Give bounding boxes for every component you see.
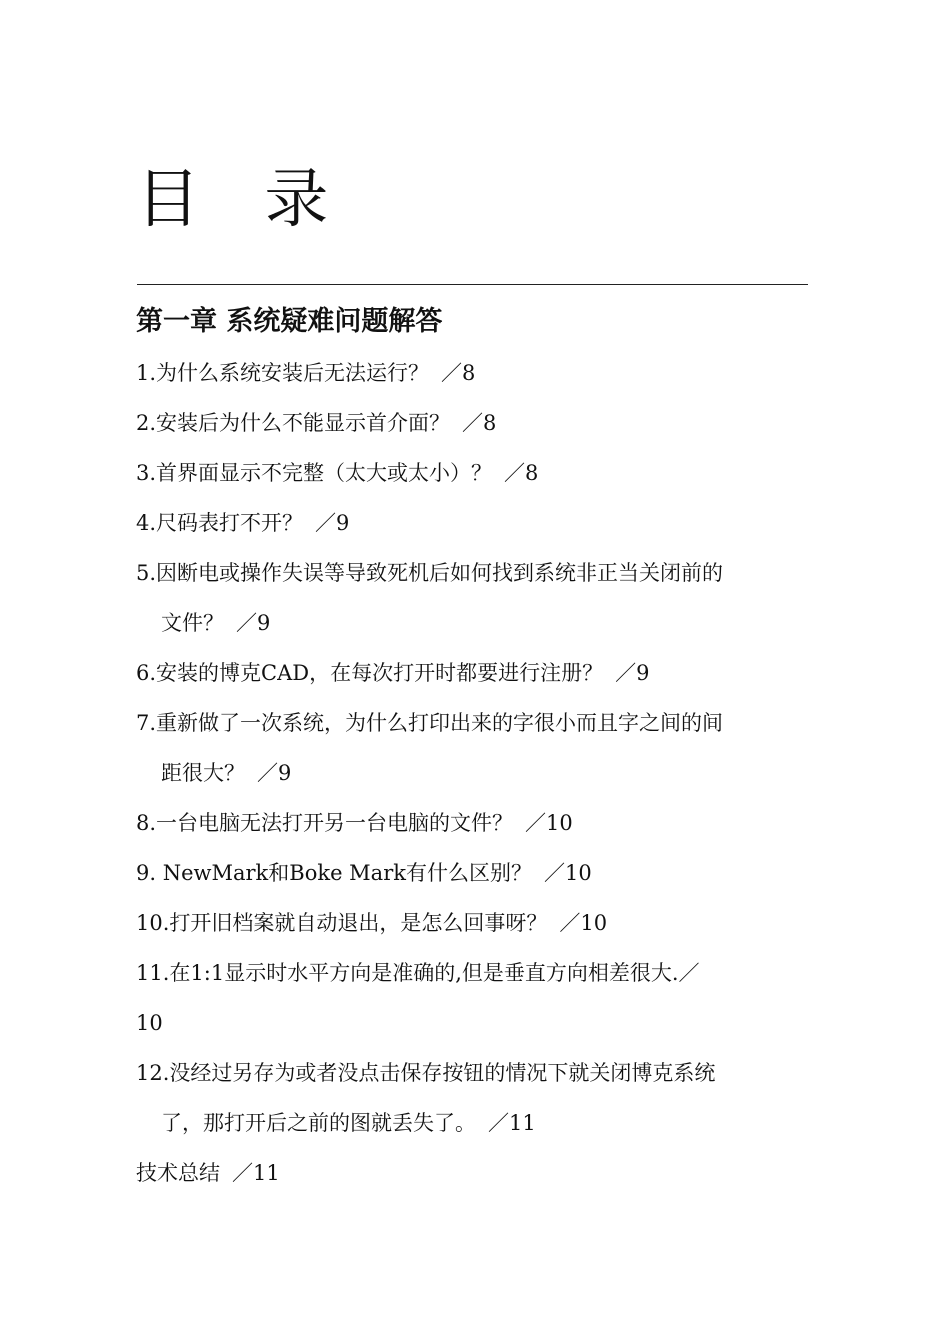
toc-entry[interactable]	[136, 348, 816, 398]
toc-page-number: ／11	[488, 1111, 536, 1135]
toc-entry[interactable]	[136, 398, 816, 448]
toc-page-number: ／9	[615, 661, 650, 685]
toc-page-number: ／10	[543, 861, 592, 885]
toc-entry-text-continued: 距很大？	[161, 761, 245, 785]
toc-page-number: ／10	[559, 911, 608, 935]
toc-entry[interactable]	[136, 948, 816, 1048]
toc-page-number: ／9	[315, 511, 350, 535]
toc-entry[interactable]	[136, 898, 816, 948]
toc-entry-text: 5.因断电或操作失误等导致死机后如何找到系统非正当关闭前的	[136, 561, 724, 585]
toc-entry-text: 3.首界面显示不完整（太大或太小）？	[136, 461, 493, 485]
toc-page-number: ／8	[441, 361, 476, 385]
toc-list	[136, 348, 816, 1198]
toc-page-number: ／8	[504, 461, 539, 485]
toc-entry[interactable]	[136, 1148, 816, 1198]
toc-entry[interactable]	[136, 798, 816, 848]
toc-entry-text: 10.打开旧档案就自动退出，是怎么回事呀？	[136, 911, 548, 935]
toc-entry-text: 12.没经过另存为或者没点击保存按钮的情况下就关闭博克系统	[136, 1061, 716, 1085]
toc-entry[interactable]	[136, 498, 816, 548]
toc-page-number: ／9	[257, 761, 292, 785]
toc-entry-text: 6.安装的博克CAD，在每次打开时都要进行注册？	[136, 661, 604, 685]
chapter-heading: 第一章 系统疑难问题解答	[136, 306, 443, 337]
toc-entry-text: 技术总结	[136, 1161, 220, 1185]
toc-entry[interactable]	[136, 648, 816, 698]
toc-entry[interactable]	[136, 698, 816, 798]
toc-entry-text-continued: 了，那打开后之前的图就丢失了。	[161, 1111, 476, 1135]
toc-page-number: ／9	[236, 611, 271, 635]
toc-entry-text: 9. NewMark和Boke Mark有什么区别？	[136, 861, 532, 885]
toc-page-number: ／8	[462, 411, 497, 435]
toc-entry-text: 8.一台电脑无法打开另一台电脑的文件？	[136, 811, 514, 835]
toc-page-number: ／11	[232, 1161, 280, 1185]
title-divider	[137, 284, 808, 285]
toc-entry-text-continued: 10	[136, 1011, 163, 1035]
toc-entry-text: 1.为什么系统安装后无法运行？	[136, 361, 430, 385]
toc-entry[interactable]	[136, 548, 816, 648]
toc-entry-text: 2.安装后为什么不能显示首介面？	[136, 411, 451, 435]
toc-entry-text: 11.在1:1显示时水平方向是准确的,但是垂直方向相差很大.／	[136, 961, 700, 985]
toc-entry[interactable]	[136, 448, 816, 498]
toc-page-number: ／10	[525, 811, 573, 835]
toc-title: 目 录	[136, 163, 351, 237]
toc-entry-text-continued: 文件？	[161, 611, 224, 635]
toc-entry[interactable]	[136, 1048, 816, 1148]
toc-entry-text: 7.重新做了一次系统，为什么打印出来的字很小而且字之间的间	[136, 711, 724, 735]
toc-entry[interactable]	[136, 848, 816, 898]
toc-entry-text: 4.尺码表打不开？	[136, 511, 304, 535]
